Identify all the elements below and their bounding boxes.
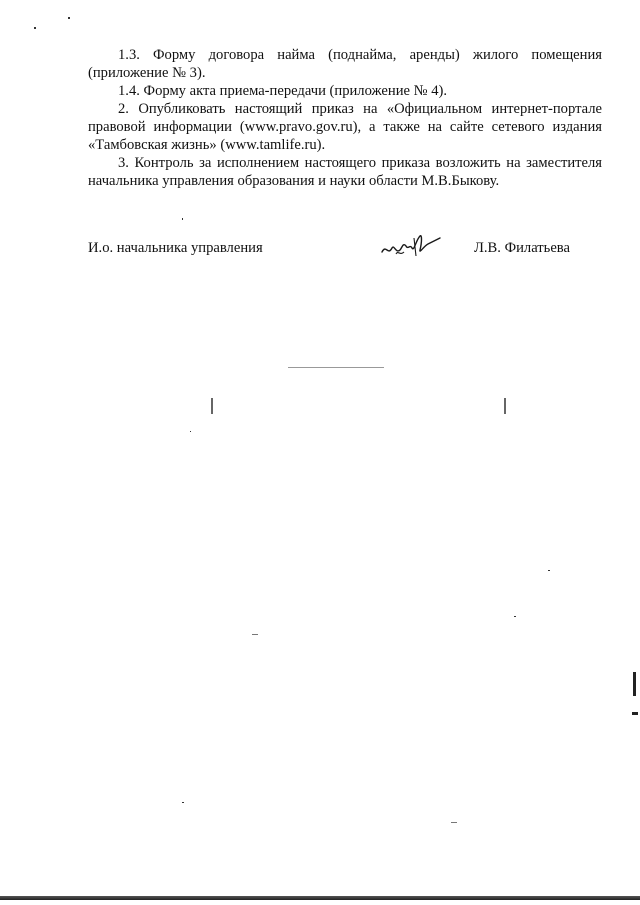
signature-block bbox=[88, 236, 602, 262]
scan-speck bbox=[211, 398, 213, 414]
scan-speck bbox=[182, 218, 183, 220]
paragraph-2: 2. Опубликовать настоящий приказ на «Официальном интернет-портале правовой информации (www.pravo.gov.ru), а также на сайте сетевого издания «Тамбовская жизнь» (www.tamlife.ru). bbox=[88, 101, 602, 153]
scan-speck bbox=[514, 616, 516, 617]
scan-speck bbox=[182, 802, 184, 803]
scan-speck bbox=[504, 398, 506, 414]
signatory-name: Л.В. Филатьева bbox=[474, 240, 570, 256]
scan-speck bbox=[68, 17, 70, 19]
scan-edge-mark bbox=[632, 712, 638, 715]
document-body bbox=[88, 46, 602, 190]
scan-speck bbox=[451, 822, 457, 823]
scan-edge-mark bbox=[633, 672, 636, 696]
handwritten-signature bbox=[378, 230, 442, 264]
scan-bottom-edge bbox=[0, 896, 640, 900]
scan-speck bbox=[252, 634, 258, 635]
scan-speck bbox=[288, 367, 384, 368]
scan-speck bbox=[34, 27, 36, 29]
paragraph-3: 3. Контроль за исполнением настоящего приказа возложить на заместителя начальника управления образования и науки области М.В.Быкову. bbox=[88, 155, 602, 189]
paragraph-1-4: 1.4. Форму акта приема-передачи (приложение № 4). bbox=[118, 83, 448, 99]
signatory-title: И.о. начальника управления bbox=[88, 240, 263, 256]
paragraph-1-3: 1.3. Форму договора найма (поднайма, аренды) жилого помещения (приложение № 3). bbox=[88, 47, 602, 81]
scan-speck bbox=[190, 431, 191, 432]
scan-speck bbox=[548, 570, 550, 571]
